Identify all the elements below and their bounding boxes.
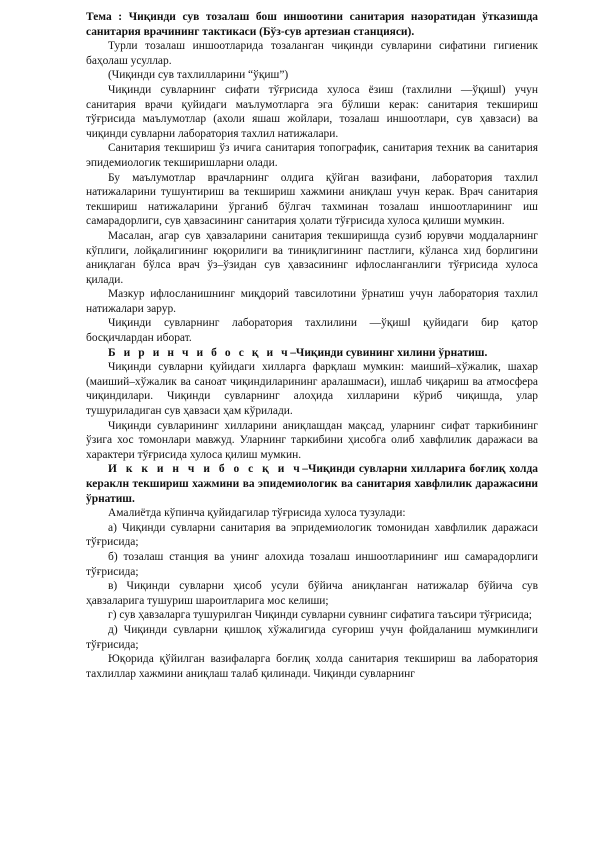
- list-item: д) Чиқинди сувларни қишлоқ хўжалигида суғориш учун фойдаланиш мумкинлиги тўғрисида;: [86, 623, 538, 651]
- list-item: в) Чиқинди сувларни ҳисоб усули бўйича аниқланган натижалар бўйича сув ҳавзаларига тушуриш шароитларига мос келиши;: [86, 580, 538, 607]
- list-item: б) тозалаш станция ва унинг алохида тозалаш иншоотларининг иш самарадорлиги тўғрисида;: [86, 550, 538, 578]
- paragraph: Чиқинди сувларни қуйидаги хилларга фарқлаш мумкин: маиший–хўжалик, шахар (маиший–хўжалик ва саноат чиқиндиларининг аралашмаси), ишлаб чиқариш ва атмосфера чиқиндилари. Чиқинди сувларнинг алоҳида хилларини кўриб чиқишда, улар тушуриладиган сув ҳавзаси ҳам кўрилади.: [86, 361, 538, 418]
- paragraph: Амалиётда кўпинча қуйидагилар тўғрисида хулоса тузулади:: [108, 507, 406, 520]
- stage-label: Б и р и н ч и б о с қ и ч: [108, 346, 291, 359]
- stage-one-heading: [86, 346, 538, 361]
- paragraph: Бу маълумотлар врачларнинг олдига қўйган вазифани, лаборатория тахлил натижаларини тушунтириш ва текшириш хажмини аниқлаш учун керак. Врач санитария текшириш натижаларини ўрганиб бўлгач тахминан тозалаш иншоотларининг иш самарадорлиги, сув ҳавзасининг санитария ҳолати тўғрисида хулоса қилиши мумкин.: [86, 171, 538, 228]
- paragraph: Санитария текшириш ўз ичига санитария топографик, санитария техник ва санитария эпидемиологик текширишларни олади.: [86, 142, 538, 169]
- paragraph: Мазкур ифлосланишнинг миқдорий тавсилотини ўрнатиш учун лаборатория тахлил натижалари зарур.: [86, 288, 538, 315]
- list-item: а) Чиқинди сувларни санитария ва эпридемиологик томонидан хавфлилик даражаси тўғрисида;: [86, 521, 538, 549]
- list-item: г) сув ҳавзаларга тушурилган Чиқинди сувларни сувнинг сифатига таъсири тўғрисида;: [108, 609, 532, 622]
- stage-label: И к к и н ч и б о с қ и ч: [108, 463, 303, 476]
- stage-title: –Чиқинди сувининг хилини ўрнатиш.: [290, 346, 488, 359]
- paragraph: Масалан, агар сув ҳавзаларини санитария текширишда сузиб юрувчи моддаларнинг кўплиги, лойқалигининг юқорилиги ва тиниқлигининг пастлиги, кўланса хид борлигини аниқлаган бўлса врач ўз–ўзидан сув ҳавзасининг ифлосланганлиги тўғрисида хулоса қилади.: [86, 229, 538, 286]
- page-title: Тема : Чиқинди сув тозалаш бош иншоотини санитария назоратидан ўтказишда санитария врачининг тактикаси (Бўз-сув артезиан станцияси).: [86, 11, 538, 38]
- paragraph: Юқорида қўйилган вазифаларга боғлиқ холда санитария текшириш ва лаборатория тахлиллар хажмини аниқлаш талаб қилинади. Чиқинди сувларнинг: [86, 653, 538, 680]
- paragraph: (Чиқинди сув тахлилларини “ўқиш”): [108, 69, 289, 82]
- paragraph: Чиқинди сувларнинг лаборатория тахлилини ―ўқиш‖ қуйидаги бир қатор босқичлардан иборат.: [86, 317, 538, 345]
- paragraph: Чиқинди сувларининг хилларини аниқлашдан мақсад, уларнинг сифат таркибининг ўзига хос томонлари мавжуд. Уларнинг таркибини ҳисобга олиб хавфлилик даражаси ва характери тўғрисида хулоса қилиш мумкин.: [86, 419, 538, 461]
- paragraph: Турли тозалаш иншоотларида тозаланган чиқинди сувларини сифатини гигиеник баҳолаш усуллар.: [86, 40, 538, 67]
- paragraph: Чиқинди сувларнинг сифати тўғрисида хулоса ёзиш (тахлилни ―ўқиш‖) учун санитария врачи қуйидаги маълумотларга эга бўлиши керак: санитария текшириш тўғрисида маълумотлар (ахоли яшаш жойлари, тозалаш иншоотлари, сув ҳавзаси) ва чиқинди сувларни лаборатория тахлил натижалари.: [86, 83, 538, 140]
- document-body: [86, 10, 538, 681]
- stage-two-heading: [86, 462, 538, 506]
- stage-title: –Чиқинди сувларни хиллариға боғлиқ холда кераклн текшириш хажмини ва эпидемиологик ва санитария хавфлилик даражасини ўрнатиш.: [86, 463, 538, 505]
